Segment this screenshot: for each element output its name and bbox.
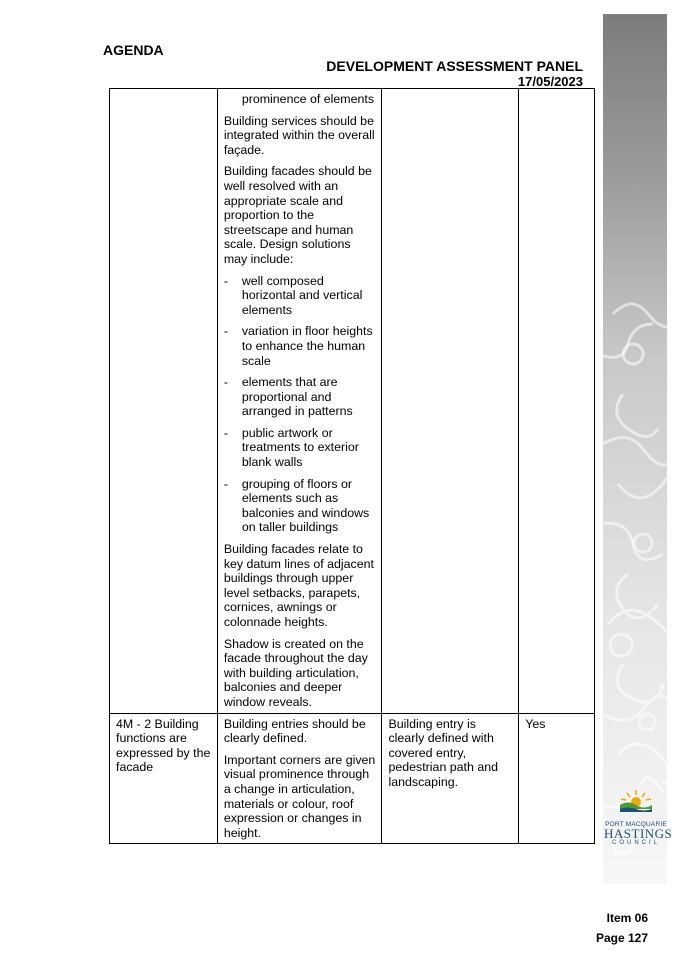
list-dash: - xyxy=(223,476,228,491)
list-item: - grouping of floors or elements such as balconies and windows on taller buildings xyxy=(223,476,370,535)
table-row xyxy=(110,713,595,844)
table-cell xyxy=(382,89,519,714)
table-row xyxy=(110,89,595,714)
table-cell xyxy=(110,89,218,714)
list-item: - variation in floor heights to enhance the human scale xyxy=(223,324,373,368)
table-cell: Building entry is clearly defined with covered entry, pedestrian path and landscaping. xyxy=(382,713,519,844)
list-item: - well composed horizontal and vertical elements xyxy=(223,273,363,317)
list-item: - public artwork or treatments to exterior blank walls xyxy=(223,425,359,470)
list-dash: - xyxy=(223,375,228,390)
item-number: Item 06 xyxy=(606,911,648,925)
paragraph: Building facades should be well resolved with an appropriate scale and proportion to the streetscape and human scale. Design solutions may include: xyxy=(223,164,372,266)
table-cell: Yes xyxy=(519,713,595,844)
paragraph: Building entries should be clearly defined. xyxy=(223,716,366,746)
list-dash: - xyxy=(223,425,228,440)
table-cell: 4M - 2 Building functions are expressed by the facade xyxy=(110,713,218,844)
decorative-sidebar xyxy=(603,14,673,884)
table-cell xyxy=(519,89,595,714)
meeting-date: 17/05/2023 xyxy=(517,74,583,89)
paragraph: Shadow is created on the facade throughout the day with building articulation, balconies and deeper window reveals. xyxy=(223,636,368,709)
agenda-heading: AGENDA xyxy=(103,42,164,58)
logo-line-1: PORT MACQUARIE xyxy=(605,821,667,828)
table-cell xyxy=(217,89,382,714)
paragraph: Important corners are given visual prominence through a change in articulation, materials or colour, roof expression or changes in height. xyxy=(223,752,376,840)
table-cell xyxy=(217,713,382,844)
logo-line-2: HASTINGS xyxy=(604,826,673,841)
paragraph: Building facades relate to key datum lines of adjacent buildings through upper level setbacks, parapets, cornices, awnings or colonnade heights. xyxy=(223,542,374,629)
paragraph: Building services should be integrated within the overall façade. xyxy=(223,113,375,157)
list-item: - elements that are proportional and arranged in patterns xyxy=(223,375,353,419)
council-logo xyxy=(604,788,673,846)
sun-waves-icon xyxy=(616,788,656,814)
logo-line-3: COUNCIL xyxy=(611,840,660,846)
list-dash: - xyxy=(223,324,228,339)
swirl-pattern xyxy=(603,14,673,884)
panel-heading: DEVELOPMENT ASSESSMENT PANEL xyxy=(326,58,583,74)
list-dash: - xyxy=(223,273,228,288)
assessment-table xyxy=(109,88,595,844)
page-number: Page 127 xyxy=(595,931,648,945)
list-item-continuation: prominence of elements xyxy=(241,92,375,106)
